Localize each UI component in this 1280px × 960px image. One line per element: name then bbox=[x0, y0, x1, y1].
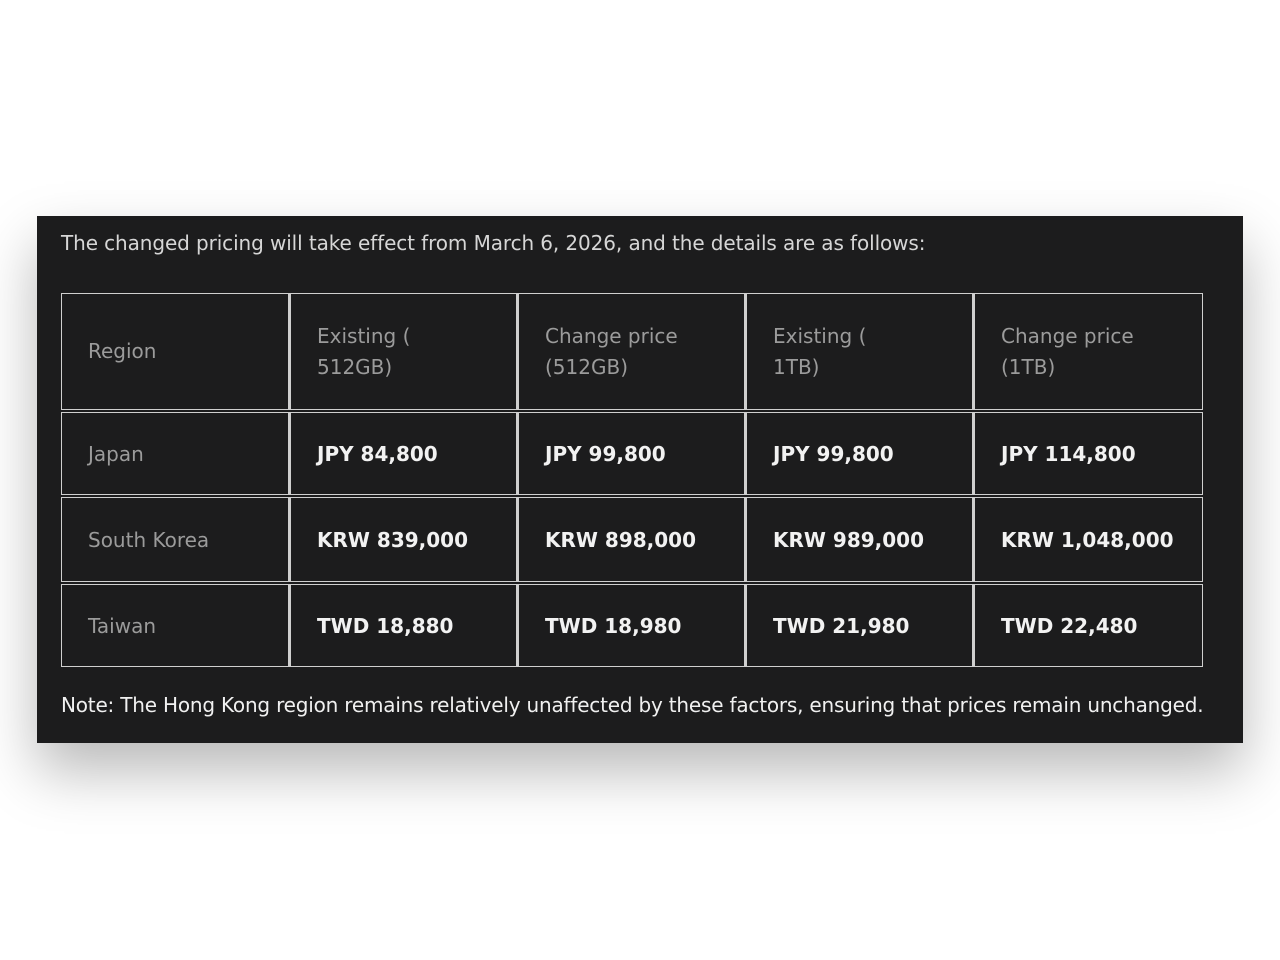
header-existing-512gb-line2: 512GB) bbox=[317, 354, 393, 379]
header-change-512gb-line2: (512GB) bbox=[545, 354, 628, 379]
header-existing-512gb-line1: Existing ( bbox=[317, 323, 411, 348]
existing-512gb-cell: JPY 84,800 bbox=[289, 412, 517, 495]
existing-1tb-cell: JPY 99,800 bbox=[745, 412, 973, 495]
region-cell: Japan bbox=[61, 412, 289, 495]
existing-512gb-cell: TWD 18,880 bbox=[289, 584, 517, 667]
header-existing-1tb-line1: Existing ( bbox=[773, 323, 867, 348]
existing-512gb-cell: KRW 839,000 bbox=[289, 497, 517, 582]
region-cell: South Korea bbox=[61, 497, 289, 582]
pricing-card bbox=[37, 216, 1243, 743]
header-change-512gb-line1: Change price bbox=[545, 323, 678, 348]
header-change-1tb-line1: Change price bbox=[1001, 323, 1134, 348]
existing-1tb-cell: TWD 21,980 bbox=[745, 584, 973, 667]
change-512gb-cell: KRW 898,000 bbox=[517, 497, 745, 582]
header-region bbox=[61, 293, 289, 410]
table-row bbox=[61, 497, 1203, 582]
pricing-table bbox=[61, 291, 1203, 669]
intro-text: The changed pricing will take effect from March 6, 2026, and the details are as follows: bbox=[61, 231, 926, 255]
change-1tb-cell: KRW 1,048,000 bbox=[973, 497, 1203, 582]
header-region-line1: Region bbox=[88, 339, 157, 363]
change-512gb-cell: TWD 18,980 bbox=[517, 584, 745, 667]
header-existing-1tb-line2: 1TB) bbox=[773, 354, 820, 379]
table-row bbox=[61, 584, 1203, 667]
header-existing-512gb bbox=[289, 293, 517, 410]
table-row bbox=[61, 412, 1203, 495]
header-change-1tb bbox=[973, 293, 1203, 410]
change-512gb-cell: JPY 99,800 bbox=[517, 412, 745, 495]
change-1tb-cell: TWD 22,480 bbox=[973, 584, 1203, 667]
header-existing-1tb bbox=[745, 293, 973, 410]
region-cell: Taiwan bbox=[61, 584, 289, 667]
header-change-512gb bbox=[517, 293, 745, 410]
existing-1tb-cell: KRW 989,000 bbox=[745, 497, 973, 582]
change-1tb-cell: JPY 114,800 bbox=[973, 412, 1203, 495]
header-change-1tb-line2: (1TB) bbox=[1001, 354, 1056, 379]
note-text: Note: The Hong Kong region remains relatively unaffected by these factors, ensuring that prices remain unchanged. bbox=[61, 693, 1204, 717]
table-header-row bbox=[61, 293, 1203, 410]
pricing-table-container bbox=[61, 291, 1203, 669]
